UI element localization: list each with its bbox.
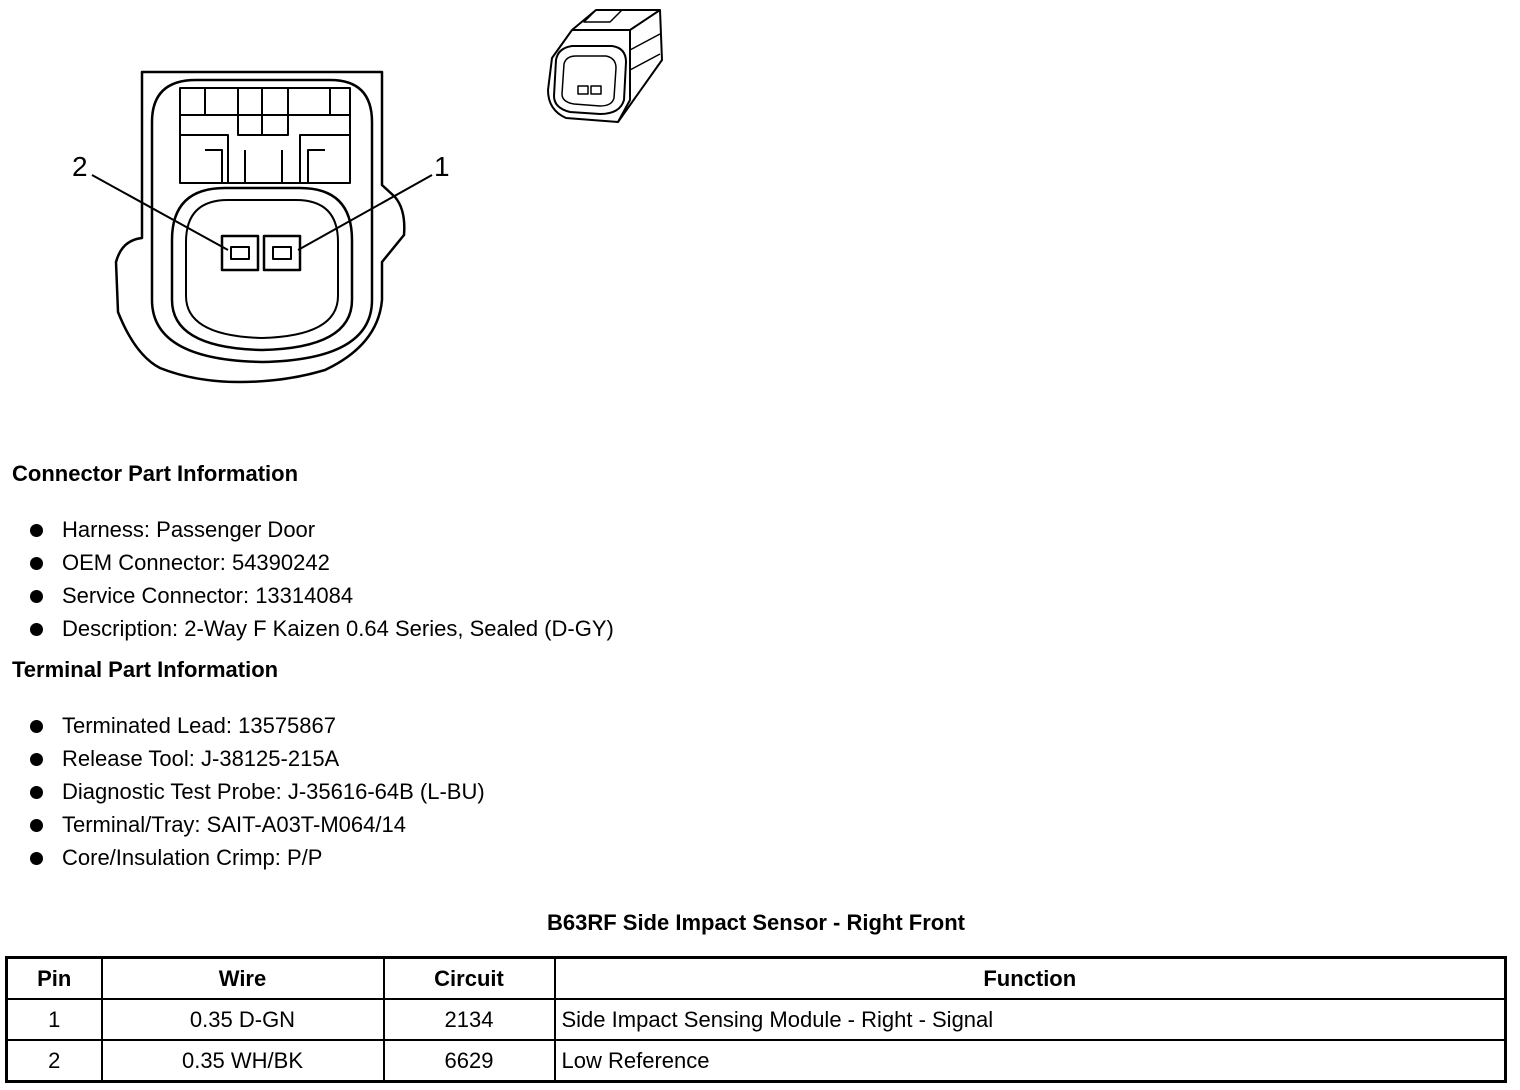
connector-isometric-icon [548,10,662,122]
terminal-pin-2 [222,236,258,270]
terminal-part-info-list [28,709,485,874]
connector-housing-outline [116,72,404,382]
cell-wire: 0.35 WH/BK [102,1040,384,1082]
cell-function: Low Reference [555,1040,1506,1082]
list-item: Diagnostic Test Probe: J-35616-64B (L-BU) [28,775,485,808]
header-pin: Pin [7,958,102,1000]
header-circuit: Circuit [384,958,555,1000]
pin-table-title: B63RF Side Impact Sensor - Right Front [546,910,966,935]
list-item: Core/Insulation Crimp: P/P [28,841,485,874]
connector-part-info-title: Connector Part Information [12,461,299,486]
list-item: Terminated Lead: 13575867 [28,709,485,742]
cell-circuit: 6629 [384,1040,555,1082]
pin-2-leader-line [92,175,228,250]
pin-2-callout: 2 [72,151,88,182]
table-row [7,999,1506,1040]
pin-1-leader-line [298,175,432,250]
list-item: Description: 2-Way F Kaizen 0.64 Series, Sealed (D-GY) [28,612,614,645]
terminal-pin-1 [264,236,300,270]
list-item: Harness: Passenger Door [28,513,614,546]
list-item: Terminal/Tray: SAIT-A03T-M064/14 [28,808,485,841]
connector-face-diagram [0,0,700,400]
list-item: Service Connector: 13314084 [28,579,614,612]
cell-pin: 1 [7,999,102,1040]
table-header-row [7,958,1506,1000]
pin-1-callout: 1 [434,151,450,182]
table-row [7,1040,1506,1082]
list-item: Release Tool: J-38125-215A [28,742,485,775]
terminal-part-info-title: Terminal Part Information [12,657,279,682]
cell-pin: 2 [7,1040,102,1082]
cell-wire: 0.35 D-GN [102,999,384,1040]
pin-table [5,956,1507,1083]
connector-latch [180,88,350,183]
list-item: OEM Connector: 54390242 [28,546,614,579]
cell-circuit: 2134 [384,999,555,1040]
connector-part-info-list [28,513,614,645]
header-function: Function [555,958,1506,1000]
cell-function: Side Impact Sensing Module - Right - Signal [555,999,1506,1040]
terminal-cavity [172,188,352,350]
header-wire: Wire [102,958,384,1000]
